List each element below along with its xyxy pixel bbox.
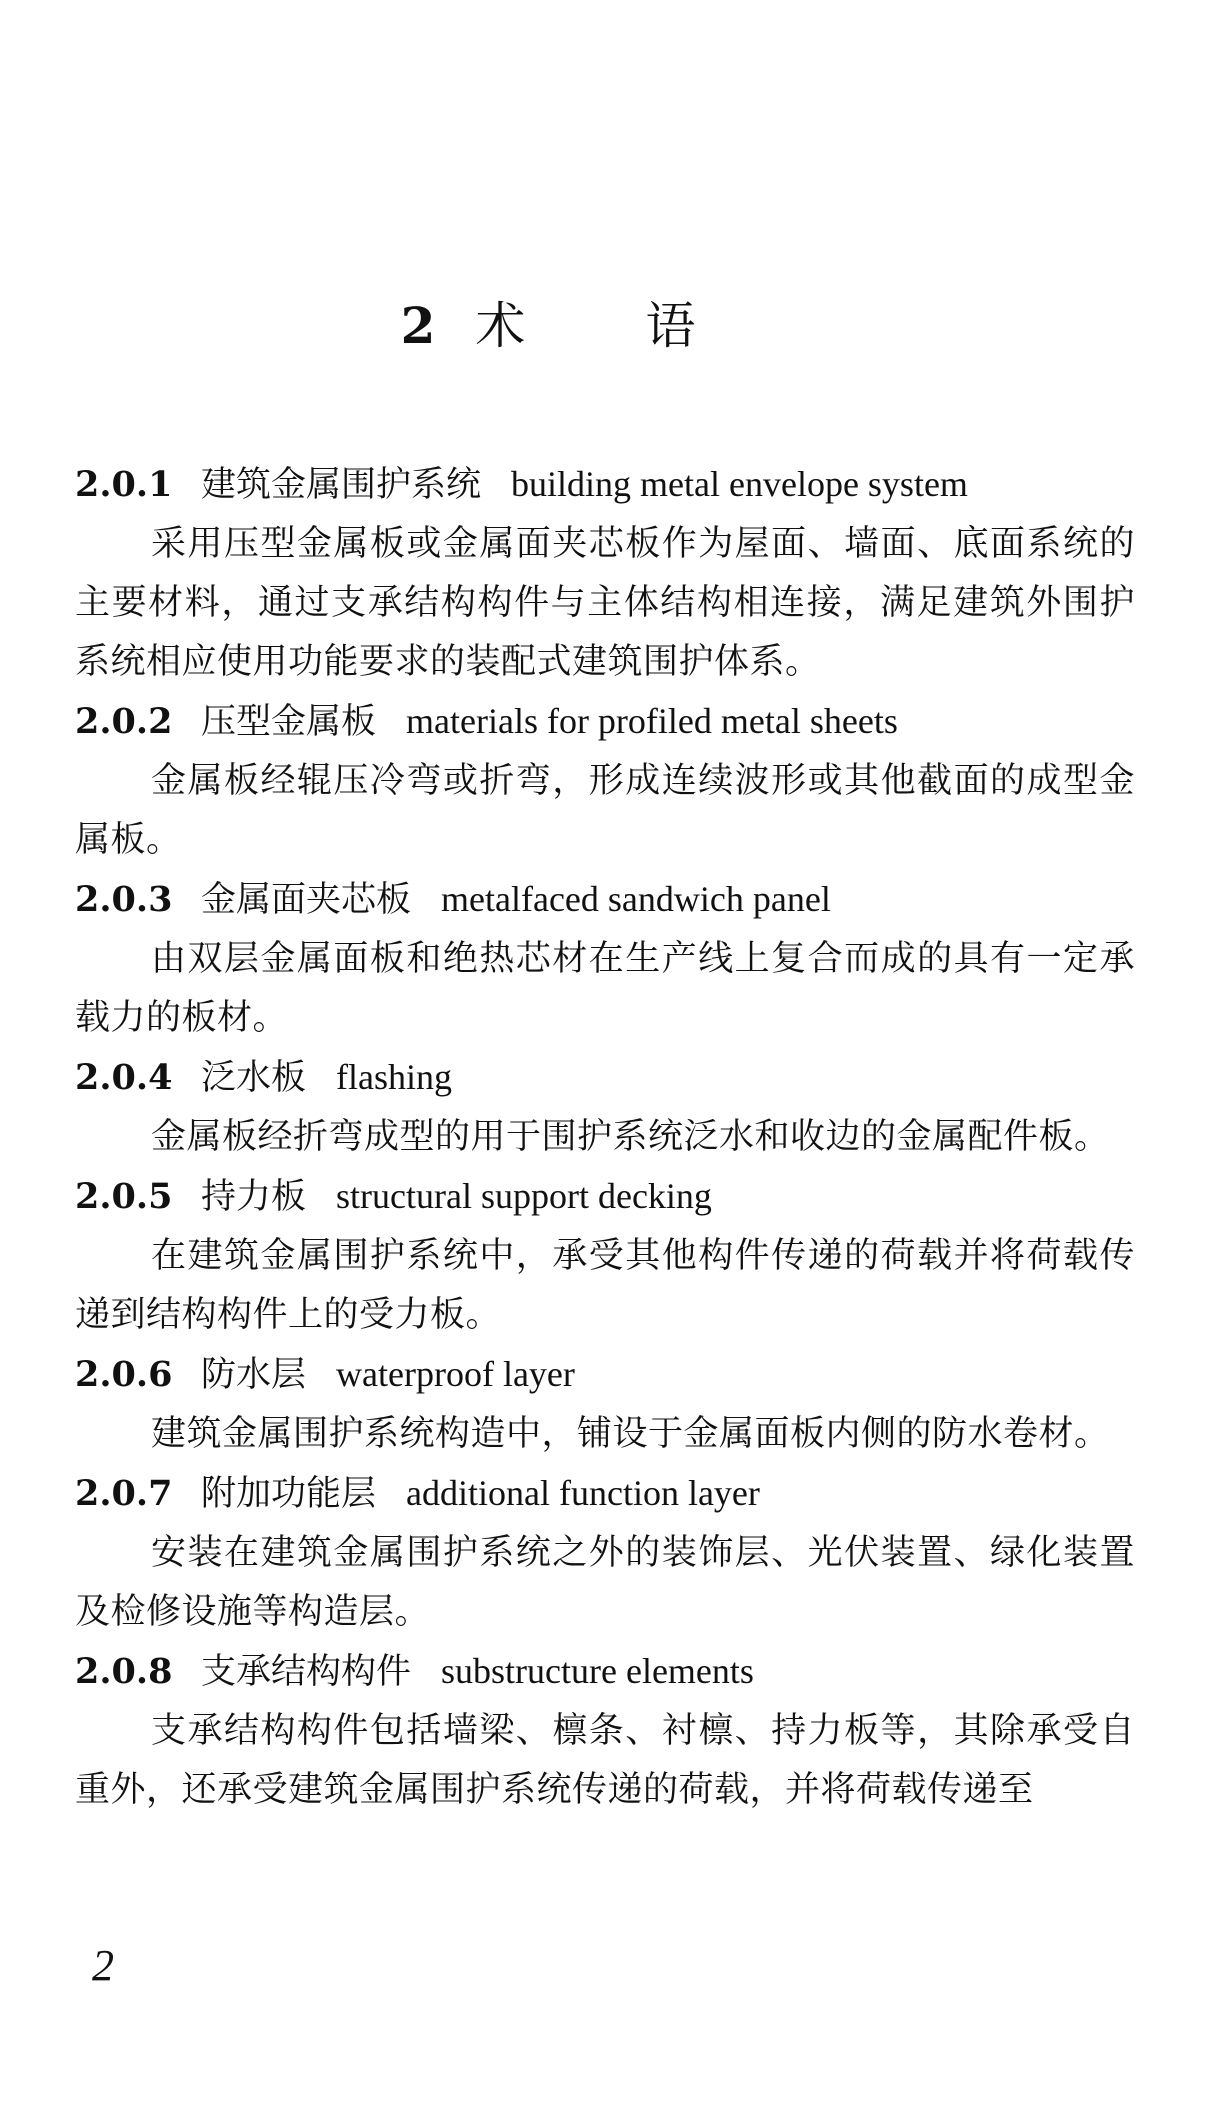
term-english: waterproof layer (336, 1354, 575, 1394)
page-number: 2 (92, 1941, 114, 1990)
term-number: 2.0.5 (75, 1176, 173, 1217)
term-heading (75, 692, 1135, 752)
term-number: 2.0.3 (75, 879, 173, 920)
term-chinese: 防水层 (201, 1355, 307, 1395)
term-heading (75, 1464, 1135, 1524)
term-heading (75, 1642, 1135, 1702)
term-definition: 金属板经辊压冷弯或折弯，形成连续波形或其他截面的成型金属板。 (75, 761, 1135, 860)
term-chinese: 支承结构构件 (201, 1652, 412, 1692)
term-definition: 支承结构构件包括墙梁、檩条、衬檩、持力板等，其除承受自重外，还承受建筑金属围护系统传递的荷载，并将荷载传递至 (75, 1711, 1135, 1810)
term-english: metalfaced sandwich panel (441, 879, 831, 919)
term-number: 2.0.6 (75, 1354, 173, 1395)
term-english: materials for profiled metal sheets (406, 701, 898, 741)
term-definition: 安装在建筑金属围护系统之外的装饰层、光伏装置、绿化装置及检修设施等构造层。 (75, 1533, 1135, 1632)
term-definition: 建筑金属围护系统构造中，铺设于金属面板内侧的防水卷材。 (151, 1414, 1110, 1454)
term-heading (75, 1048, 1135, 1108)
term-entry (75, 692, 1135, 870)
term-entry (75, 455, 1135, 692)
term-heading (75, 455, 1135, 515)
term-english: substructure elements (441, 1651, 754, 1691)
term-english: flashing (336, 1057, 452, 1097)
term-heading (75, 1167, 1135, 1227)
term-definition: 在建筑金属围护系统中，承受其他构件传递的荷载并将荷载传递到结构构件上的受力板。 (75, 1236, 1135, 1335)
term-entry (75, 1642, 1135, 1820)
term-number: 2.0.1 (75, 464, 173, 505)
term-number: 2.0.2 (75, 701, 173, 742)
term-chinese: 泛水板 (201, 1058, 307, 1098)
term-chinese: 金属面夹芯板 (201, 880, 412, 920)
term-chinese: 附加功能层 (201, 1474, 377, 1514)
term-entry (75, 1167, 1135, 1345)
term-english: building metal envelope system (511, 464, 968, 504)
term-chinese: 持力板 (201, 1177, 307, 1217)
term-definition: 金属板经折弯成型的用于围护系统泛水和收边的金属配件板。 (151, 1117, 1110, 1157)
term-english: additional function layer (406, 1473, 760, 1513)
term-number: 2.0.7 (75, 1473, 173, 1514)
chapter-title (0, 296, 1216, 356)
term-entry (75, 1464, 1135, 1642)
term-definition: 采用压型金属板或金属面夹芯板作为屋面、墙面、底面系统的主要材料，通过支承结构构件与主体结构相连接，满足建筑外围护系统相应使用功能要求的装配式建筑围护体系。 (75, 524, 1135, 682)
term-heading (75, 870, 1135, 930)
term-number: 2.0.8 (75, 1651, 173, 1692)
term-chinese: 压型金属板 (201, 702, 377, 742)
term-heading (75, 1345, 1135, 1405)
term-list (75, 455, 1135, 1820)
chapter-title-text: 术语 (475, 297, 816, 355)
term-entry (75, 870, 1135, 1048)
term-chinese: 建筑金属围护系统 (201, 465, 482, 505)
term-definition: 由双层金属面板和绝热芯材在生产线上复合而成的具有一定承载力的板材。 (75, 939, 1135, 1038)
term-english: structural support decking (336, 1176, 712, 1216)
chapter-number: 2 (400, 296, 436, 355)
term-entry (75, 1345, 1135, 1464)
term-entry (75, 1048, 1135, 1167)
term-number: 2.0.4 (75, 1057, 173, 1098)
